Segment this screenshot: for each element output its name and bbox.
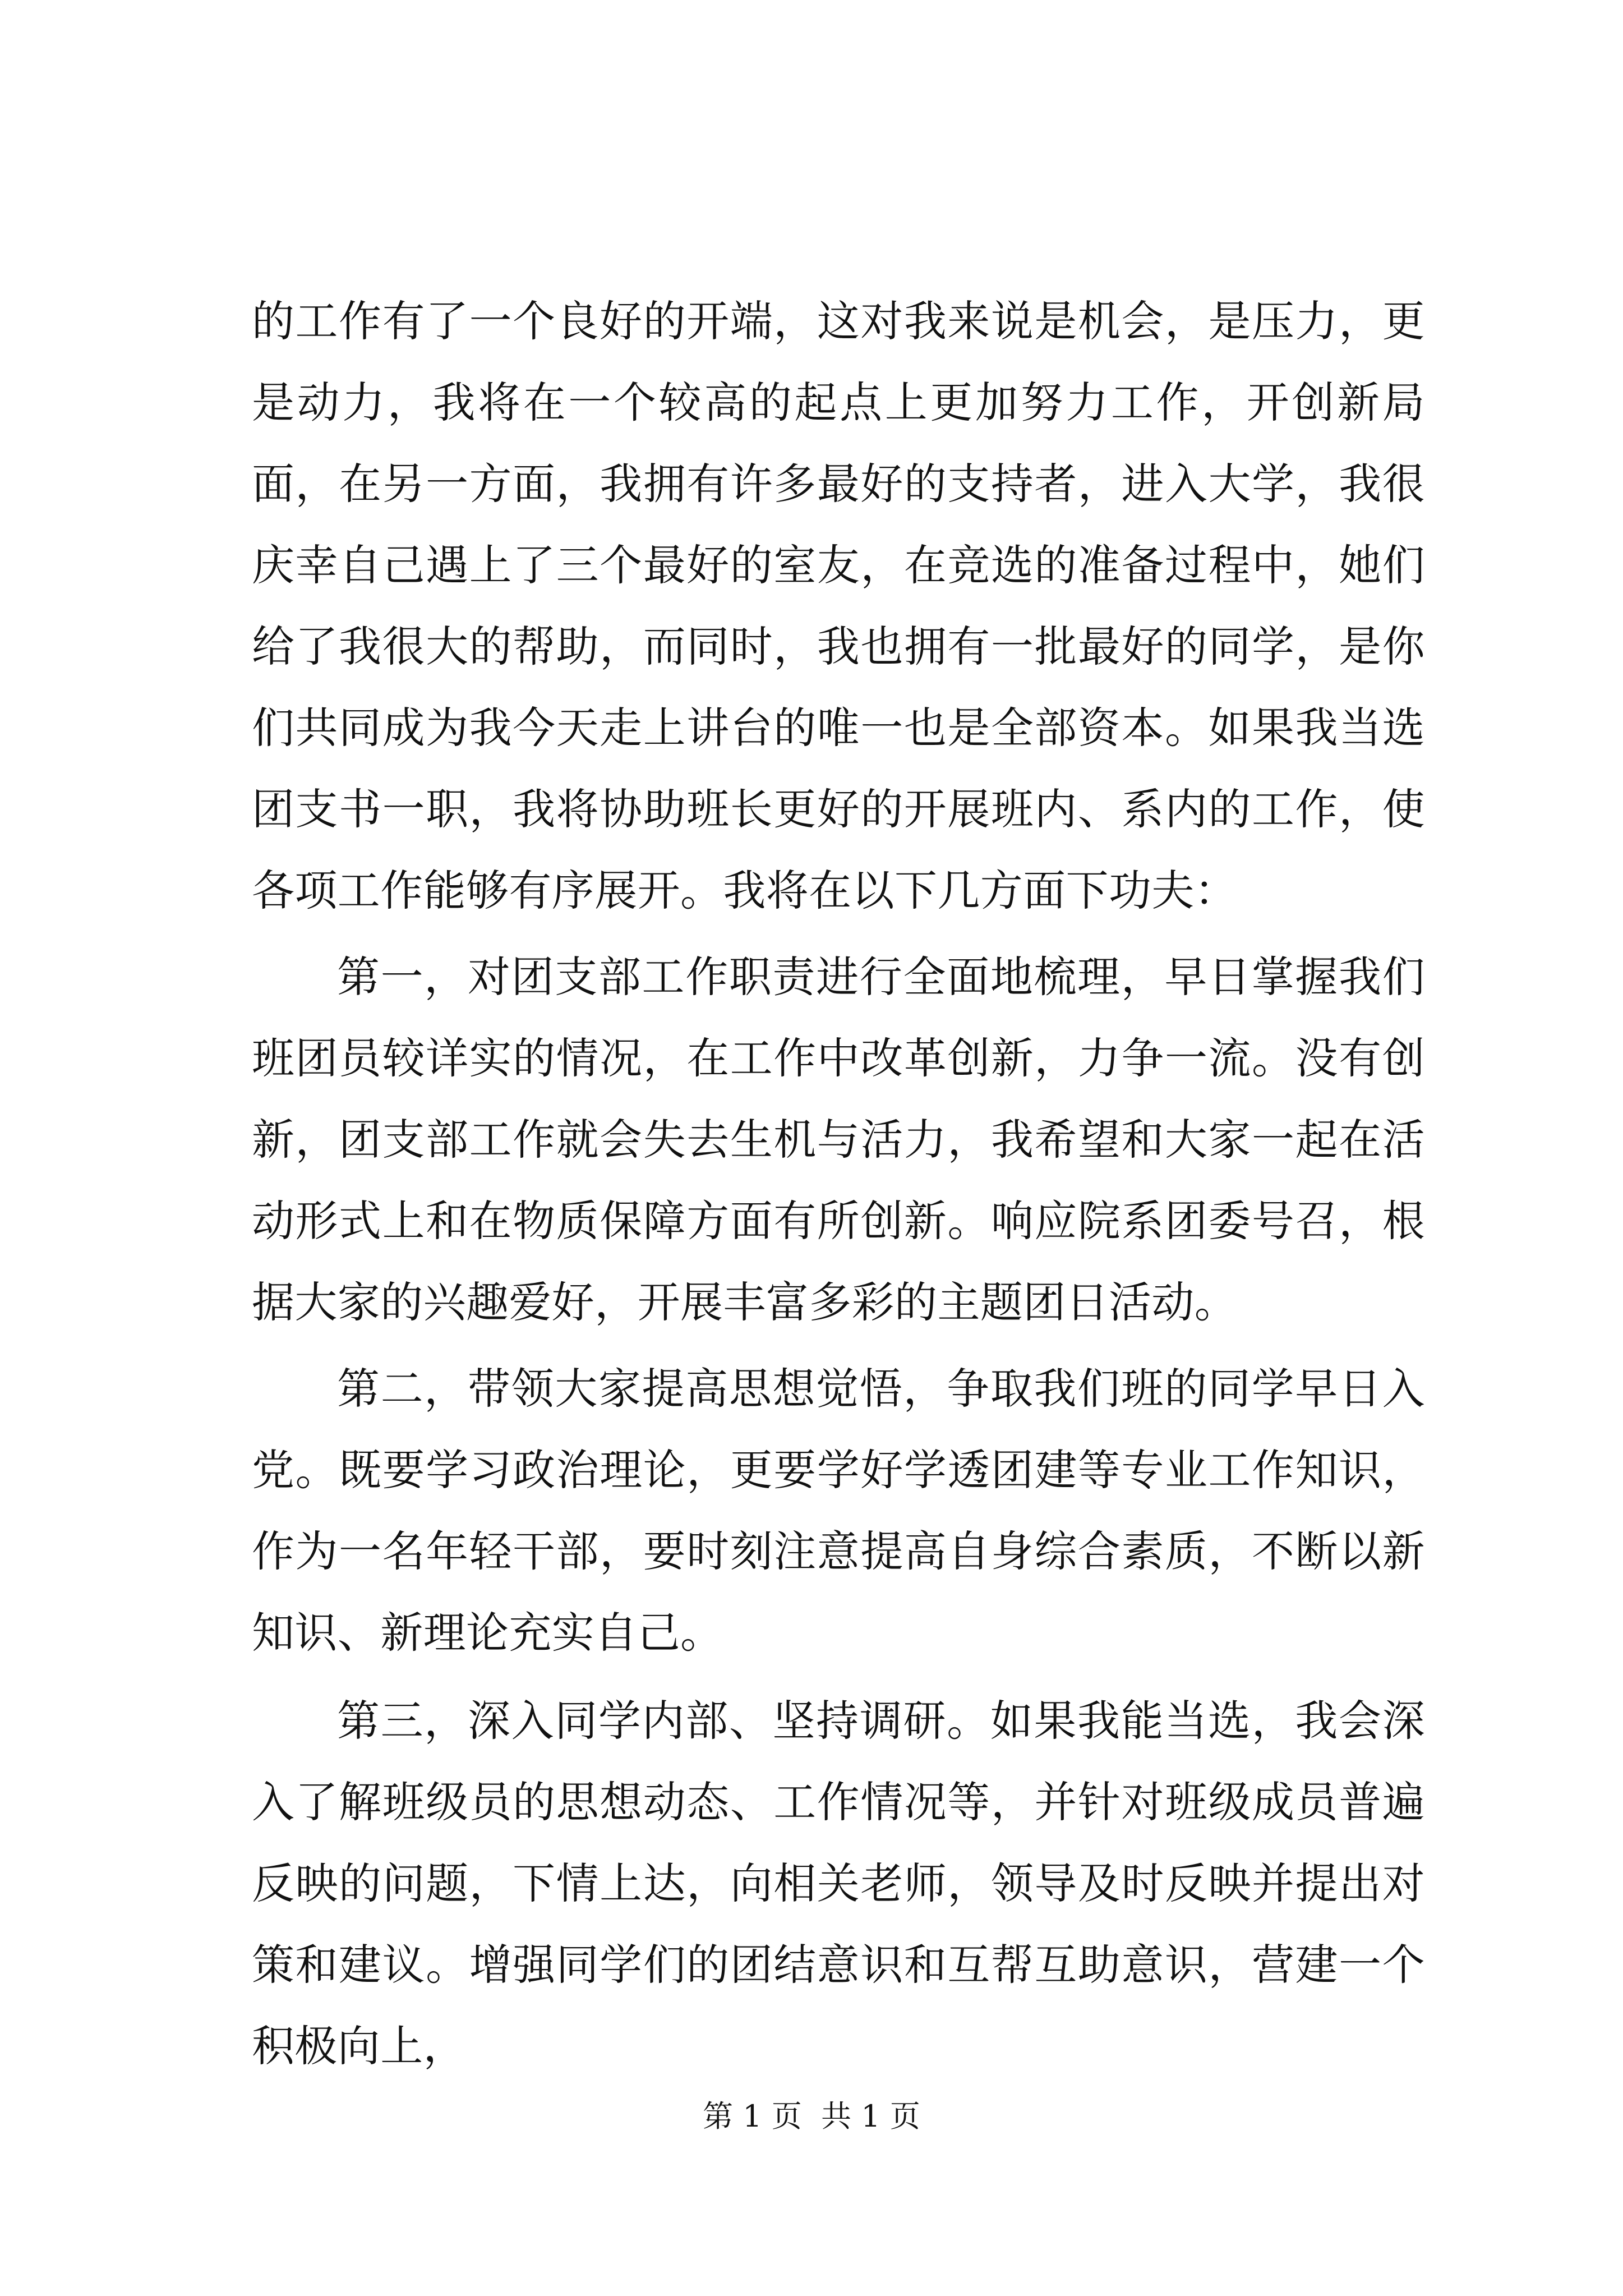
page-footer: [0, 2097, 1623, 2136]
document-body: [252, 280, 1425, 2087]
paragraph-second-point: 第二，带领大家提高思想觉悟，争取我们班的同学早日入党。既要学习政治理论，更要学好学透团建等专业工作知识，作为一名年轻干部，要时刻注意提高自身综合素质，不断以新知识、新理论充实自己。: [252, 1364, 1425, 1658]
paragraph-continuation: 的工作有了一个良好的开端，这对我来说是机会，是压力，更是动力，我将在一个较高的起点上更加努力工作，开创新局面，在另一方面，我拥有许多最好的支持者，进入大学，我很庆幸自己遇上了三个最好的室友，在竞选的准备过程中，她们给了我很大的帮助，而同时，我也拥有一批最好的同学，是你们共同成为我今天走上讲台的唯一也是全部资本。如果我当选团支书一职，我将协助班长更好的开展班内、系内的工作，使各项工作能够有序展开。我将在以下几方面下功夫：: [252, 296, 1425, 915]
paragraph-first-point: 第一，对团支部工作职责进行全面地梳理，早日掌握我们班团员较详实的情况，在工作中改革创新，力争一流。没有创新，团支部工作就会失去生机与活力，我希望和大家一起在活动形式上和在物质保障方面有所创新。响应院系团委号召，根据大家的兴趣爱好，开展丰富多彩的主题团日活动。: [252, 952, 1425, 1327]
page-number-indicator: 第 1 页 共 1 页: [703, 2099, 920, 2134]
paragraph-third-point: 第三，深入同学内部、坚持调研。如果我能当选，我会深入了解班级员的思想动态、工作情况等，并针对班级成员普遍反映的问题，下情上达，向相关老师，领导及时反映并提出对策和建议。增强同学们的团结意识和互帮互助意识，营建一个积极向上，: [252, 1696, 1425, 2071]
